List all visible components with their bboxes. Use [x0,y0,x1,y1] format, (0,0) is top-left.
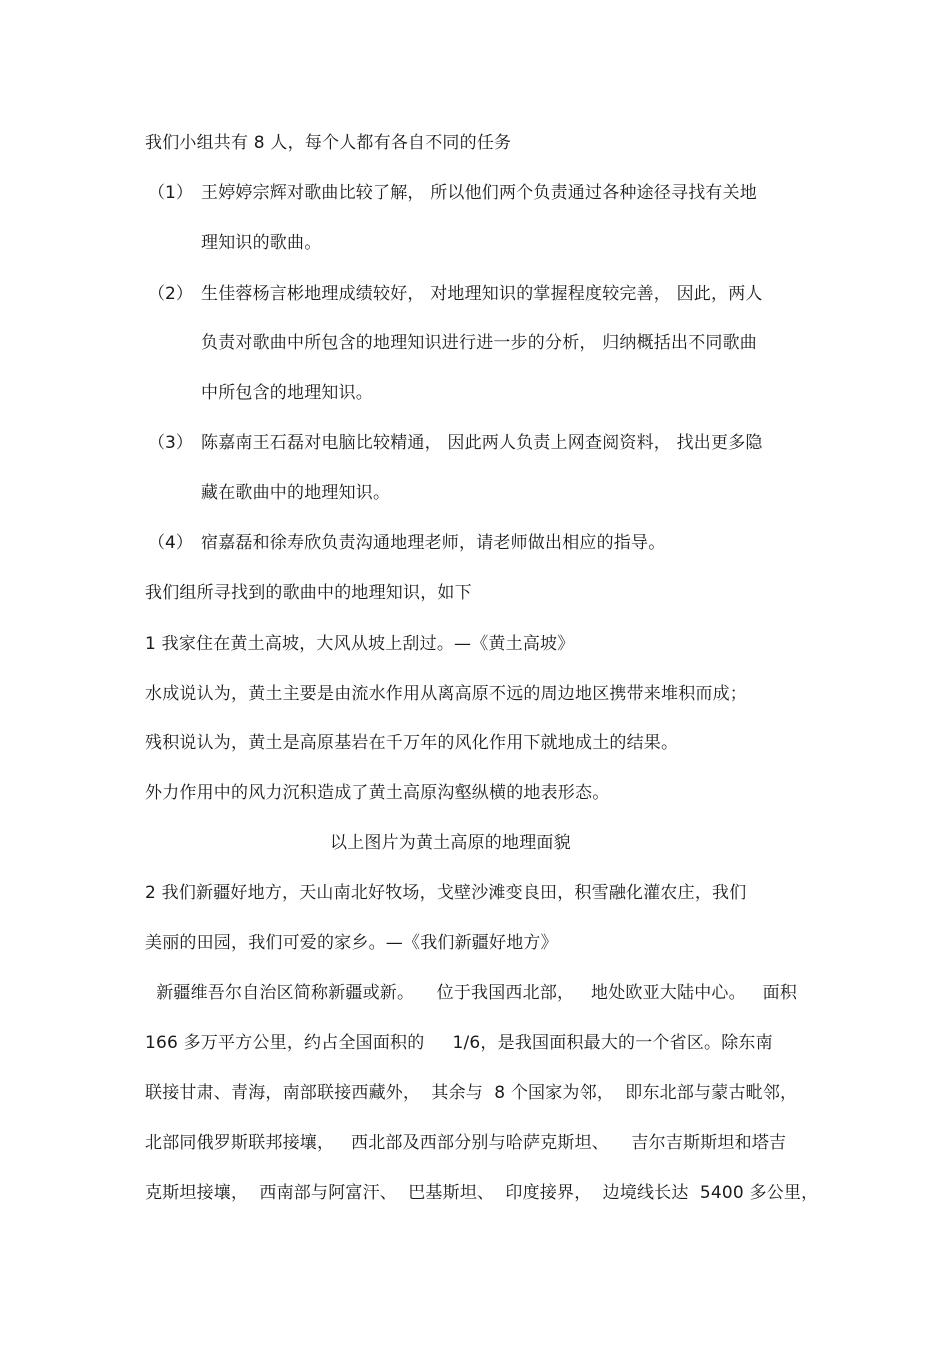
task-text: 理知识的歌曲。 [201,233,322,253]
paragraph-line: 残积说认为，黄土是高原基岩在千万年的风化作用下就地成土的结果。 [145,733,679,753]
task-text: 藏在歌曲中的地理知识。 [201,483,391,503]
image-caption: 以上图片为黄土高原的地理面貌 [330,833,571,853]
task-number: （1） [148,183,193,203]
paragraph-line: 166 多万平方公里，约占全国面积的 1/6，是我国面积最大的一个省区。除东南 [145,1033,773,1053]
task-text: 陈嘉南王石磊对电脑比较精通， 因此两人负责上网查阅资料， 找出更多隐 [201,433,763,453]
song-title: 1 我家住在黄土高坡，大风从坡上刮过。—《黄土高坡》 [145,634,575,654]
paragraph-line: 北部同俄罗斯联邦接壤， 西北部及西部分别与哈萨克斯坦、 吉尔吉斯斯坦和塔吉 [145,1133,787,1153]
task-text: 生佳蓉杨言彬地理成绩较好， 对地理知识的掌握程度较完善， 因此，两人 [201,284,763,304]
intro-text: 我们小组共有 8 人，每个人都有各自不同的任务 [145,133,512,153]
paragraph-line: 新疆维吾尔自治区简称新疆或新。 位于我国西北部， 地处欧亚大陆中心。 面积 [145,983,798,1003]
found-intro-text: 我们组所寻找到的歌曲中的地理知识，如下 [145,583,472,603]
paragraph-line: 外力作用中的风力沉积造成了黄土高原沟壑纵横的地表形态。 [145,783,610,803]
song-title: 2 我们新疆好地方，天山南北好牧场，戈壁沙滩变良田，积雪融化灌农庄，我们 [145,883,747,903]
song-title: 美丽的田园，我们可爱的家乡。—《我们新疆好地方》 [145,933,558,953]
task-text: 王婷婷宗辉对歌曲比较了解， 所以他们两个负责通过各种途径寻找有关地 [201,183,758,203]
task-number: （4） [148,533,193,553]
task-text: 负责对歌曲中所包含的地理知识进行进一步的分析， 归纳概括出不同歌曲 [201,333,758,353]
paragraph-line: 水成说认为，黄土主要是由流水作用从离高原不远的周边地区携带来堆积而成； [145,684,747,704]
task-text: 宿嘉磊和徐寿欣负责沟通地理老师，请老师做出相应的指导。 [201,533,666,553]
task-text: 中所包含的地理知识。 [201,383,373,403]
paragraph-line: 联接甘肃、青海，南部联接西藏外， 其余与 8 个国家为邻， 即东北部与蒙古毗邻， [145,1083,798,1103]
task-number: （3） [148,433,193,453]
paragraph-line: 克斯坦接壤， 西南部与阿富汗、 巴基斯坦、 印度接界， 边境线长达 5400 多公里， [145,1183,819,1203]
task-number: （2） [148,284,193,304]
